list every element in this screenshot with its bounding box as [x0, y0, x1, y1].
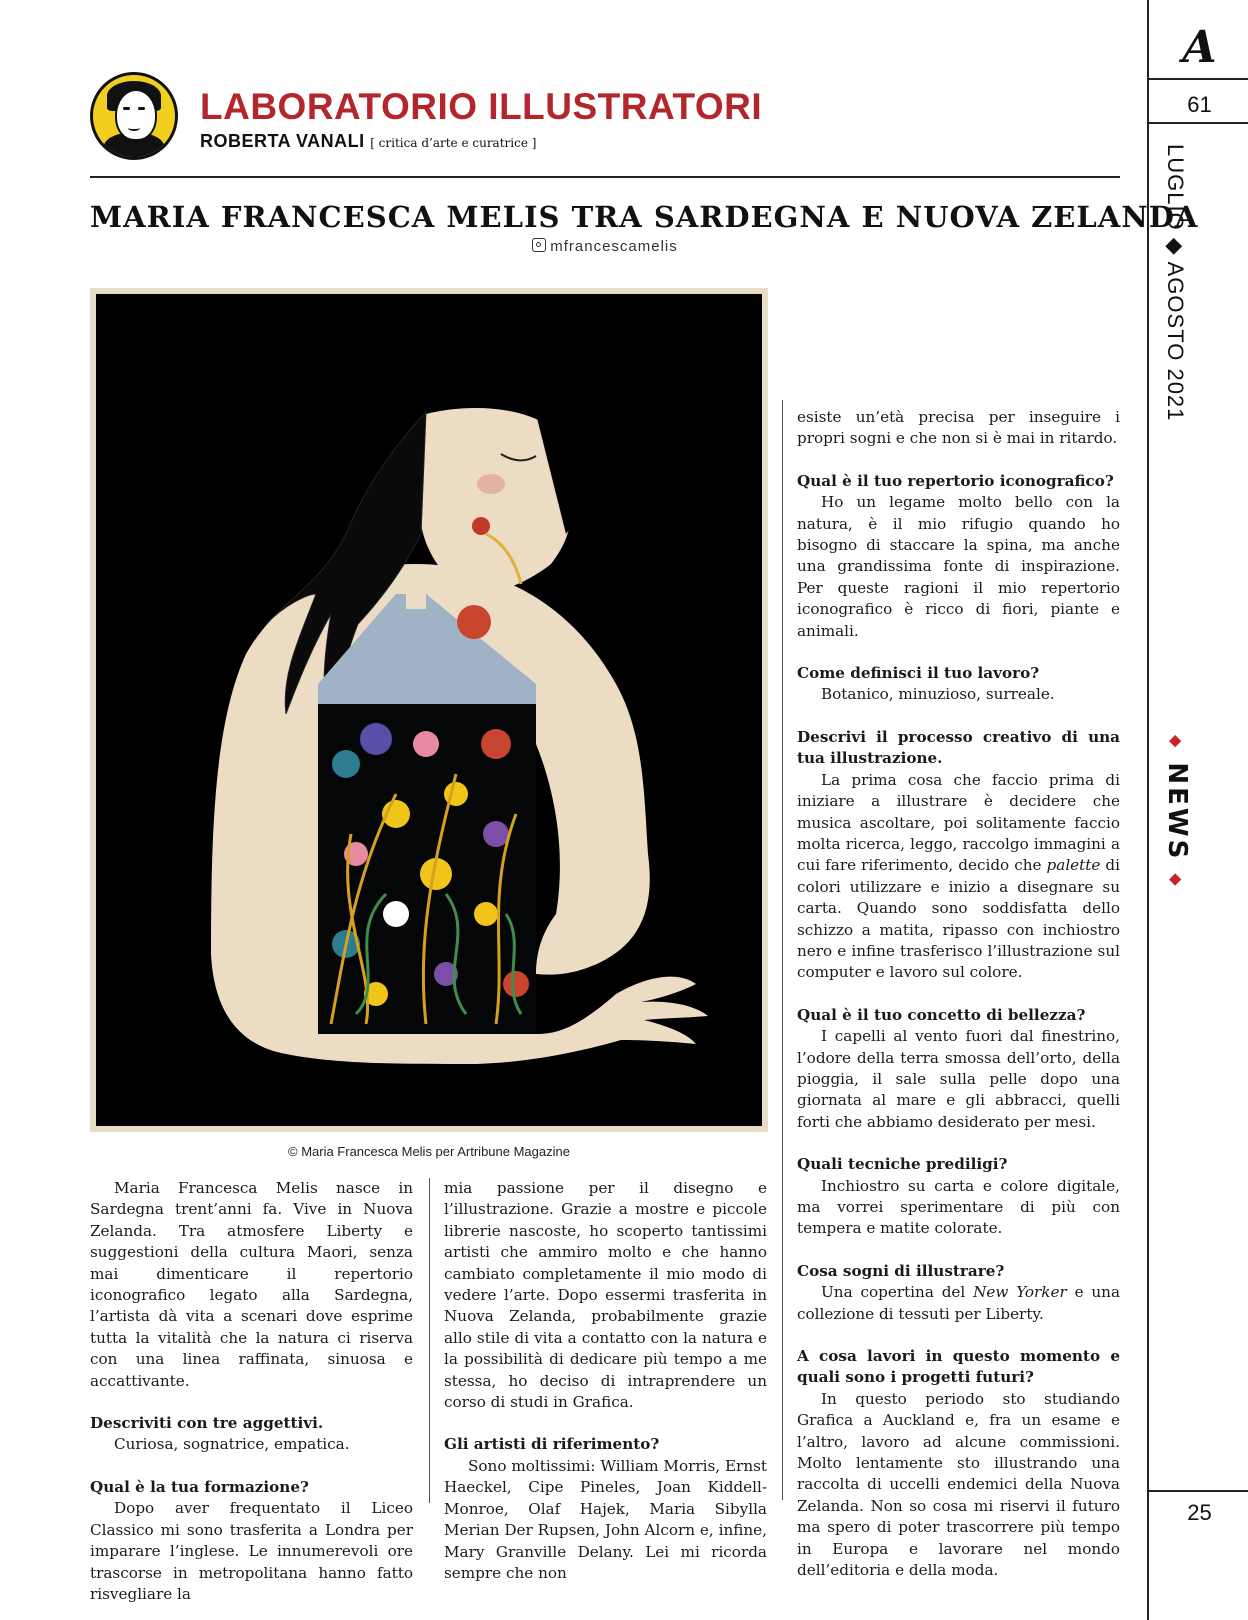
- answer: [797, 770, 1120, 984]
- image-caption: © Maria Francesca Melis per Artribune Magazine: [288, 1144, 570, 1159]
- answer-text: La prima cosa che faccio prima di iniziare a illustrare è decidere che musica ascoltare, poi solitamente faccio molta ricerca, leggo, raccolgo immagini a cui fare riferimento, decido che: [797, 770, 1120, 875]
- text-column-3: [797, 407, 1120, 1582]
- answer-text: e una collezione di tessuti per Liberty.: [797, 1283, 1121, 1323]
- article-title: MARIA FRANCESCA MELIS TRA SARDEGNA E NUOVA ZELANDA: [90, 200, 1199, 234]
- column-rule: [429, 1178, 430, 1503]
- answer-emphasis: New Yorker: [973, 1283, 1067, 1302]
- avatar-eye: [138, 107, 145, 110]
- answer: Botanico, minuzioso, surreale.: [821, 685, 1055, 704]
- instagram-icon: [532, 238, 546, 252]
- answer-text: di colori utilizzare e inizio a disegnare su carta. Quando sono soddisfatta dello schizzo a matita, ripasso con inchiostro nero e infine trasferisco l’illustrazione sul computer e lavoro sul colore.: [797, 856, 1120, 982]
- answer: Curiosa, sognatrice, empatica.: [114, 1435, 350, 1454]
- question: Qual è la tua formazione?: [90, 1477, 309, 1496]
- section-label: [1162, 735, 1192, 895]
- diamond-icon: ◆: [1167, 735, 1186, 751]
- avatar-eye: [123, 107, 130, 110]
- question: Descrivi il processo creativo di una tua illustrazione.: [797, 727, 1120, 768]
- avatar-mouth: [128, 125, 140, 131]
- magazine-logo: A: [1182, 22, 1217, 73]
- section-label-text: NEWS: [1162, 762, 1192, 862]
- question: Qual è il tuo repertorio iconografico?: [797, 471, 1114, 490]
- page-number: 25: [1187, 1500, 1212, 1525]
- text-column-2: [444, 1178, 767, 1584]
- answer-emphasis: palette: [1046, 856, 1101, 875]
- answer: I capelli al vento fuori dal finestrino, l’odore della terra smossa dell’orto, della pioggia, il sale sulla pelle dopo una giornata al mare e gli abbracci, quelli forti che abbiamo desiderato per mesi.: [797, 1027, 1120, 1131]
- handle-text: mfrancescamelis: [550, 238, 678, 255]
- answer-text: Una copertina del: [821, 1283, 974, 1302]
- illustration: [90, 288, 768, 1132]
- question: Quali tecniche prediligi?: [797, 1155, 1008, 1174]
- diamond-icon: ◆: [1167, 873, 1186, 889]
- answer-continued: esiste un’età precisa per inseguire i propri sogni e che non si è mai in ritardo.: [797, 408, 1120, 448]
- author-line: [200, 131, 536, 152]
- issue-date: LUGLIO ◆ AGOSTO 2021: [1163, 144, 1188, 422]
- question: Qual è il tuo concetto di bellezza?: [797, 1005, 1086, 1024]
- answer: [797, 1282, 1120, 1325]
- answer: Sono moltissimi: William Morris, Ernst Haeckel, Cipe Pineles, Joan Kiddell-Monroe, Olaf Hajek, Maria Sibylla Merian Der Rupsen, John Alcorn e, infine, Mary Granville Delany. Lei mi ricorda sempre che non: [444, 1456, 767, 1582]
- column-rule: [782, 400, 783, 1500]
- answer: In questo periodo sto studiando Grafica a Auckland e, fra un esame e l’altro, lavoro ad alcune commissioni. Molto lentamente sto illustrando una raccolta di uccelli endemici della Nuova Zelanda. Non so cosa mi riservi il futuro ma spero di poter trascorrere più tempo in Europa e lavorare nel mondo dell’editoria e della moda.: [797, 1389, 1120, 1580]
- intro-paragraph: Maria Francesca Melis nasce in Sardegna trent’anni fa. Vive in Nuova Zelanda. Tra atmosfere Liberty e suggestioni della cultura Maori, senza mai dimenticare il repertorio iconografico legato alla Sardegna, l’artista dà vita a scenari dove esprime tutta la vitalità che la natura ci riserva con una linea raffinata, sinuosa e accattivante.: [90, 1179, 413, 1390]
- author-role: [ critica d’arte e curatrice ]: [370, 136, 537, 150]
- avatar-face: [115, 89, 157, 141]
- answer: Dopo aver frequentato il Liceo Classico mi sono trasferita a Londra per imparare l’inglese. Le innumerevoli ore trascorse in metropolitana hanno fatto risvegliare la: [90, 1499, 413, 1603]
- rail-divider: [1149, 122, 1248, 124]
- answer-continued: mia passione per il disegno e l’illustrazione. Grazie a mostre e piccole librerie nascoste, ho scoperto tantissimi artisti che ammiro molto e che hanno cambiato completamente il mio modo di vedere l’arte. Dopo essermi trasferita in Nuova Zelanda, probabilmente grazie allo stile di vita a contatto con la natura e la possibilità di dedicare più tempo a me stessa, ho deciso di intraprendere un corso di studi in Grafica.: [444, 1179, 767, 1412]
- answer: Inchiostro su carta e colore digitale, ma vorrei sperimentare di più con tempera e matite colorate.: [797, 1176, 1120, 1238]
- text-column-1: [90, 1178, 413, 1605]
- author-name: ROBERTA VANALI: [200, 131, 365, 151]
- illustration-artwork: [96, 294, 762, 1126]
- question: Gli artisti di riferimento?: [444, 1435, 660, 1454]
- section-title: LABORATORIO ILLUSTRATORI: [200, 86, 763, 127]
- question: Come definisci il tuo lavoro?: [797, 664, 1040, 683]
- header-rule: [90, 176, 1120, 178]
- question: Cosa sogni di illustrare?: [797, 1261, 1005, 1280]
- issue-number: 61: [1187, 92, 1212, 117]
- question: Descriviti con tre aggettivi.: [90, 1414, 324, 1433]
- author-avatar: [90, 72, 178, 160]
- rail-divider: [1149, 1490, 1248, 1492]
- question: A cosa lavori in questo momento e quali sono i progetti futuri?: [797, 1347, 1120, 1387]
- answer: Ho un legame molto bello con la natura, è il mio rifugio quando ho bisogno di staccare la spina, ma anche una grandissima fonte di inspirazione. Per queste ragioni il mio repertorio iconografico è ricco di fiori, piante e animali.: [797, 493, 1120, 640]
- instagram-handle: [90, 238, 1120, 255]
- rail-divider: [1149, 78, 1248, 80]
